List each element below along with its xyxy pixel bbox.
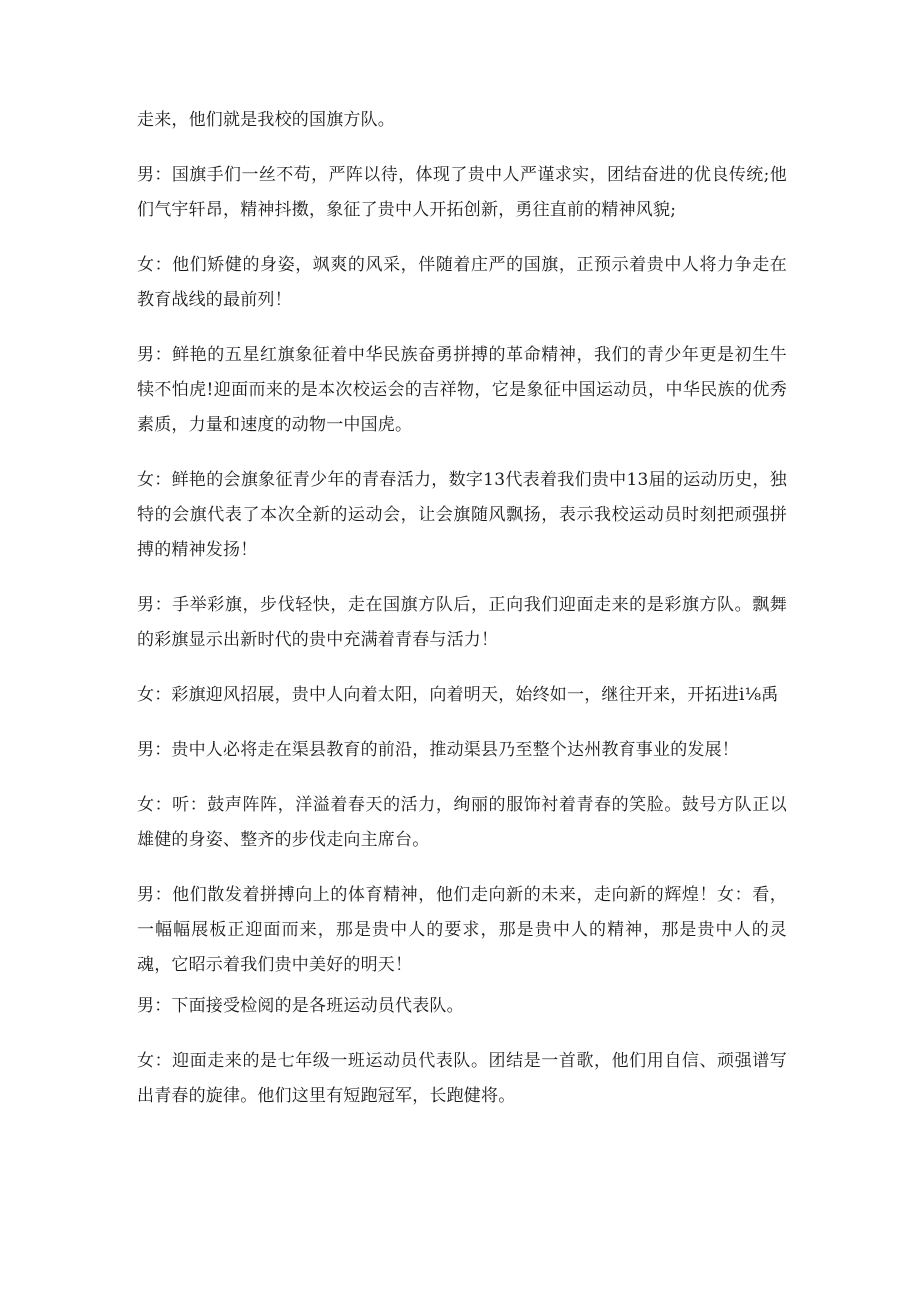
paragraph-5: 女：鲜艳的会旗象征青少年的青春活力，数字13代表着我们贵中13届的运动历史，独特的会旗代表了本次全新的运动会，让会旗随风飘扬，表示我校运动员时刻把顽强拼搏的精神发扬！ xyxy=(137,470,787,560)
paragraph-3: 女：他们矫健的身姿，飒爽的风采，伴随着庄严的国旗，正预示着贵中人将力争走在教育战线的最前列！ xyxy=(137,255,787,310)
paragraph-11: 男：下面接受检阅的是各班运动员代表队。 xyxy=(137,996,464,1016)
paragraph-10: 男：他们散发着拼搏向上的体育精神，他们走向新的未来，走向新的辉煌！女：看，一幅幅展板正迎面而来，那是贵中人的要求，那是贵中人的精神，那是贵中人的灵魂，它昭示着我们贵中美好的明天！ xyxy=(137,885,787,975)
paragraph-6: 男：手举彩旗，步伐轻快，走在国旗方队后，正向我们迎面走来的是彩旗方队。飘舞的彩旗显示出新时代的贵中充满着青春与活力！ xyxy=(137,595,787,650)
paragraph-7: 女：彩旗迎风招展，贵中人向着太阳，向着明天，始终如一，继往开来，开拓进i⅛禹 xyxy=(137,685,779,705)
paragraph-1: 走来，他们就是我校的国旗方队。 xyxy=(137,110,395,130)
paragraph-4: 男：鲜艳的五星红旗象征着中华民族奋勇拼搏的革命精神，我们的青少年更是初生牛犊不怕虎!迎面而来的是本次校运会的吉祥物，它是象征中国运动员，中华民族的优秀素质，力量和速度的动物一中国虎。 xyxy=(137,345,787,435)
paragraph-2: 男：国旗手们一丝不苟，严阵以待，体现了贵中人严谨求实，团结奋进的优良传统;他们气宇轩昂，精神抖擞，象征了贵中人开拓创新，勇往直前的精神风貌; xyxy=(137,165,787,220)
paragraph-12: 女：迎面走来的是七年级一班运动员代表队。团结是一首歌，他们用自信、顽强谱写出青春的旋律。他们这里有短跑冠军，长跑健将。 xyxy=(137,1051,787,1106)
paragraph-8: 男：贵中人必将走在渠县教育的前沿，推动渠县乃至整个达州教育事业的发展！ xyxy=(137,740,739,760)
paragraph-9: 女：听：鼓声阵阵，洋溢着春天的活力，绚丽的服饰衬着青春的笑脸。鼓号方队正以雄健的身姿、整齐的步伐走向主席台。 xyxy=(137,795,787,850)
document-body xyxy=(137,103,787,1134)
